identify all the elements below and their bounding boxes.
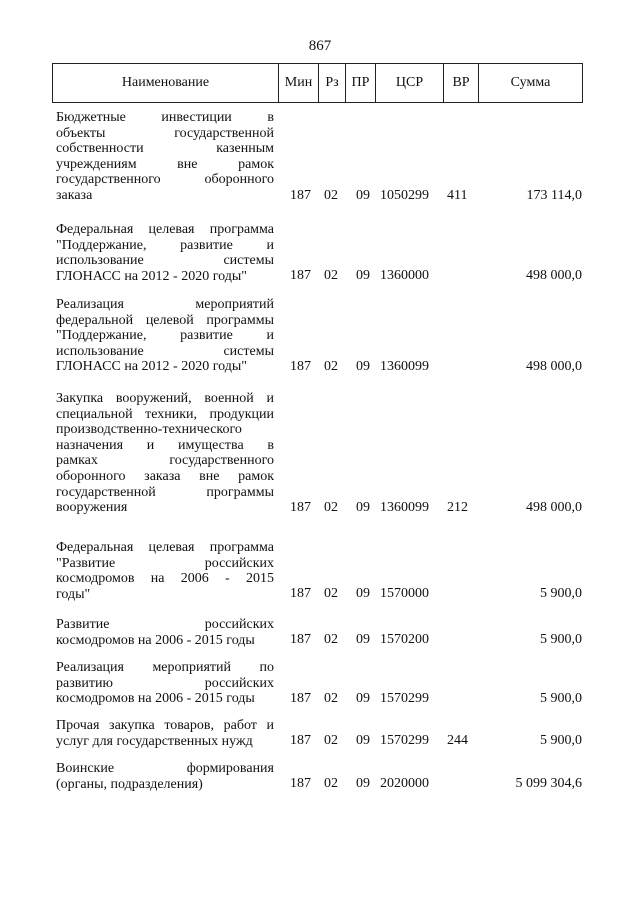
row-csr: 1570000 <box>380 586 429 602</box>
table-row <box>56 540 582 602</box>
row-rz: 02 <box>324 776 338 792</box>
row-name-line: развитию российских <box>56 675 274 691</box>
header-name: Наименование <box>53 64 279 102</box>
row-values <box>56 632 582 648</box>
row-name-line: Развитие российских <box>56 617 274 632</box>
row-name-line: вооружения <box>56 500 128 516</box>
row-name-line: Закупка вооружений, военной и <box>56 391 274 406</box>
row-pr: 09 <box>356 632 370 648</box>
row-min: 187 <box>290 358 311 374</box>
row-vr: 244 <box>447 733 468 749</box>
row-name-line: "Поддержание, развитие и <box>56 237 274 253</box>
row-sum: 498 000,0 <box>526 268 582 284</box>
row-pr: 09 <box>356 268 370 284</box>
table-row <box>56 391 582 516</box>
row-name-line: Реализация мероприятий <box>56 297 274 312</box>
row-rz: 02 <box>324 586 338 602</box>
row-min: 187 <box>290 733 311 749</box>
row-name-line: государственного оборонного <box>56 172 274 188</box>
row-values <box>56 500 582 516</box>
row-name-line: Реализация мероприятий по <box>56 660 274 675</box>
row-values <box>56 776 582 792</box>
row-pr: 09 <box>356 776 370 792</box>
row-csr: 1360099 <box>380 358 429 374</box>
table-row <box>56 110 582 204</box>
row-rz: 02 <box>324 358 338 374</box>
header-csr: ЦСР <box>376 64 444 102</box>
row-name-line: ГЛОНАСС на 2012 - 2020 годы" <box>56 359 247 375</box>
row-pr: 09 <box>356 358 370 374</box>
header-sum: Сумма <box>510 75 551 90</box>
row-rz: 02 <box>324 268 338 284</box>
row-name-line: услуг для государственных нужд <box>56 733 253 749</box>
row-name-line: космодромов на 2006 - 2015 годы <box>56 632 255 648</box>
row-csr: 1050299 <box>380 187 429 203</box>
row-name-line: назначения и имущества в <box>56 437 274 453</box>
row-sum: 5 900,0 <box>540 733 582 749</box>
table-row <box>56 761 582 792</box>
page-number: 867 <box>308 38 332 54</box>
row-name-line: использование системы <box>56 253 274 269</box>
row-name-line: годы" <box>56 586 91 602</box>
row-rz: 02 <box>324 499 338 515</box>
row-sum: 498 000,0 <box>526 358 582 374</box>
row-rz: 02 <box>324 187 338 203</box>
row-pr: 09 <box>356 733 370 749</box>
header-rz: Рз <box>319 64 346 102</box>
row-name-line: Бюджетные инвестиции в <box>56 110 274 125</box>
row-csr: 2020000 <box>380 776 429 792</box>
row-rz: 02 <box>324 733 338 749</box>
row-sum: 5 099 304,6 <box>515 776 582 792</box>
row-name-line: учреждениям вне рамок <box>56 156 274 172</box>
row-pr: 09 <box>356 499 370 515</box>
row-csr: 1360000 <box>380 268 429 284</box>
table-row <box>56 297 582 375</box>
row-sum: 173 114,0 <box>526 187 582 203</box>
row-name-line: Федеральная целевая программа <box>56 540 274 555</box>
row-name-line: Прочая закупка товаров, работ и <box>56 718 274 733</box>
row-min: 187 <box>290 268 311 284</box>
header-min: Мин <box>279 64 319 102</box>
table-row <box>56 660 582 707</box>
row-name-line: объекты государственной <box>56 125 274 141</box>
row-values <box>56 188 582 204</box>
row-pr: 09 <box>356 586 370 602</box>
row-values <box>56 691 582 707</box>
row-values <box>56 733 582 749</box>
table-row <box>56 222 582 284</box>
table-row <box>56 617 582 648</box>
row-values <box>56 359 582 375</box>
row-name-line: собственности казенным <box>56 141 274 157</box>
row-csr: 1360099 <box>380 499 429 515</box>
row-pr: 09 <box>356 690 370 706</box>
row-name-line: ГЛОНАСС на 2012 - 2020 годы" <box>56 268 247 284</box>
row-name-line: использование системы <box>56 343 274 359</box>
row-sum: 498 000,0 <box>526 499 582 515</box>
row-name-line: "Развитие российских <box>56 555 274 571</box>
row-name-line: космодромов на 2006 - 2015 годы <box>56 691 255 707</box>
row-name <box>56 391 274 516</box>
row-rz: 02 <box>324 690 338 706</box>
row-csr: 1570299 <box>380 690 429 706</box>
row-name-line: специальной техники, продукции <box>56 406 274 422</box>
row-name-line: федеральной целевой программы <box>56 312 274 328</box>
row-vr: 411 <box>447 187 468 203</box>
row-name-line: Воинские формирования <box>56 761 274 776</box>
table-row <box>56 718 582 749</box>
row-csr: 1570299 <box>380 733 429 749</box>
row-name-line: оборонного заказа вне рамок <box>56 468 274 484</box>
row-sum: 5 900,0 <box>540 586 582 602</box>
row-sum: 5 900,0 <box>540 632 582 648</box>
row-rz: 02 <box>324 632 338 648</box>
row-name-line: (органы, подразделения) <box>56 776 203 792</box>
header-pr: ПР <box>346 64 376 102</box>
row-min: 187 <box>290 187 311 203</box>
row-sum: 5 900,0 <box>540 690 582 706</box>
row-min: 187 <box>290 690 311 706</box>
row-name-line: рамках государственного <box>56 453 274 469</box>
row-min: 187 <box>290 499 311 515</box>
row-name-line: "Поддержание, развитие и <box>56 328 274 344</box>
row-name-line: производственно-технического <box>56 422 242 438</box>
row-values <box>56 268 582 284</box>
row-min: 187 <box>290 586 311 602</box>
row-name-line: Федеральная целевая программа <box>56 222 274 237</box>
row-min: 187 <box>290 632 311 648</box>
row-name-line: государственной программы <box>56 484 274 500</box>
row-values <box>56 586 582 602</box>
table-header <box>52 63 583 103</box>
header-vr: ВР <box>444 64 479 102</box>
row-min: 187 <box>290 776 311 792</box>
row-vr: 212 <box>447 499 468 515</box>
row-pr: 09 <box>356 187 370 203</box>
row-name-line: космодромов на 2006 - 2015 <box>56 571 274 587</box>
row-csr: 1570200 <box>380 632 429 648</box>
row-name-line: заказа <box>56 187 93 203</box>
